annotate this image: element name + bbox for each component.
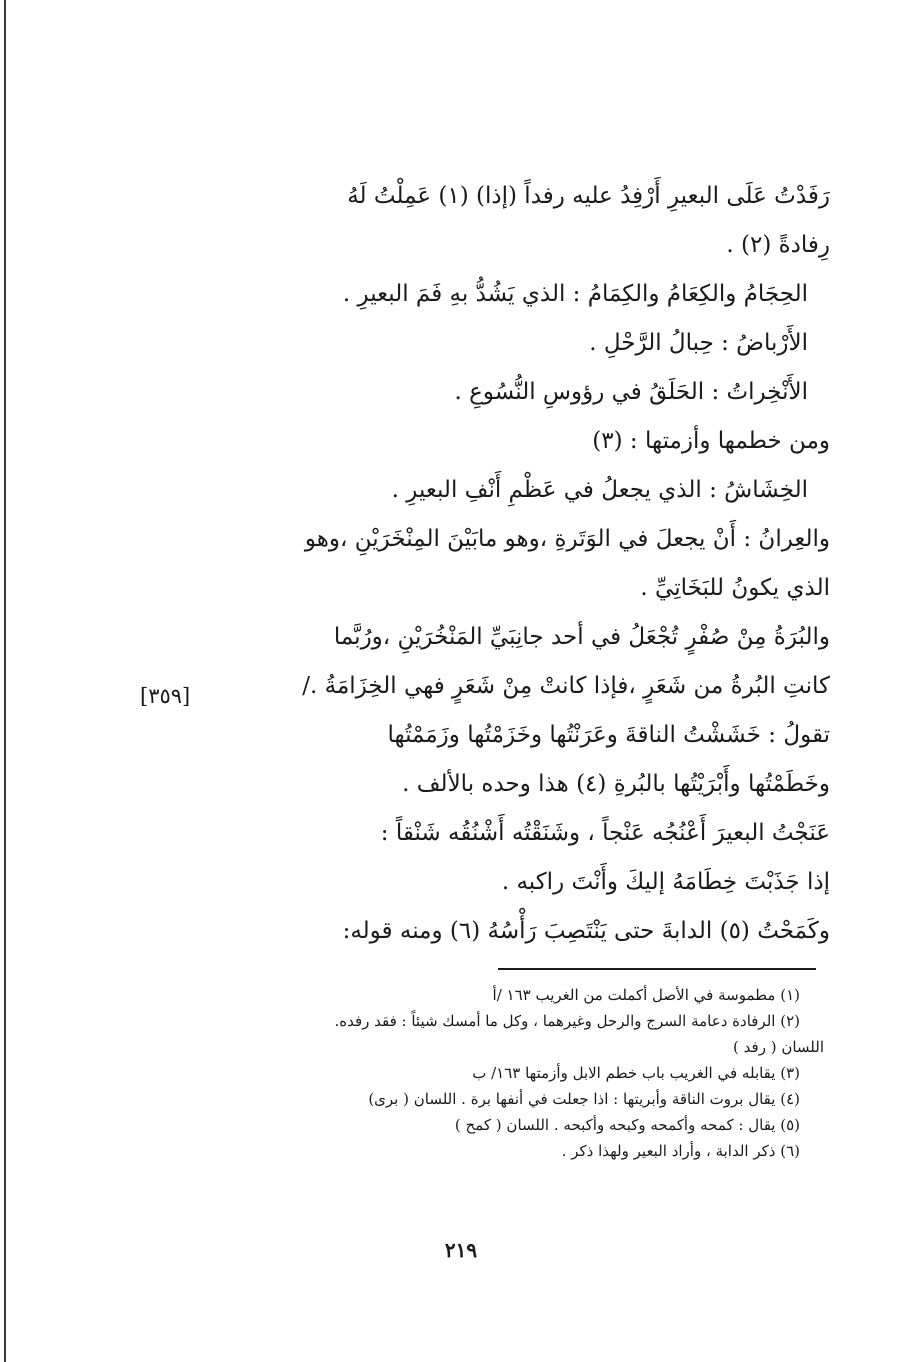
- text-line: وكَمَحْتُ (٥) الدابةَ حتى يَنْتَصِبَ رَأْسُهُ (٦) ومنه قوله:: [342, 918, 830, 944]
- footnote: (٦) ذكر الدابة ، وأراد البعير ولهذا ذكر .: [561, 1142, 800, 1160]
- text-line: الحِجَامُ والكِعَامُ والكِمَامُ : الذي يَشُدُّ بهِ فَمَ البعيرِ .: [342, 281, 808, 307]
- footnotes-block: [188, 985, 824, 1167]
- text-line: كانتِ البُرةُ من شَعَرٍ ،فإذا كانتْ مِنْ شَعَرٍ فهي الخِزَامَةُ ./: [302, 673, 830, 699]
- scan-edge-line: [4, 0, 6, 1362]
- footnote: (٢) الرفادة دعامة السرج والرحل وغيرهما ، وكل ما أمسك شيئاً : فقد رفده.: [334, 1012, 800, 1030]
- page-number: ٢١٩: [444, 1238, 478, 1262]
- text-line: والعِرانُ : أَنْ يجعلَ في الوَتَرةِ ،وهو مابَيْنَ المِنْخَرَيْنِ ،وهو: [304, 526, 830, 552]
- section-heading: ومن خطمها وأزمتها : (٣): [592, 428, 830, 454]
- footnote: (٥) يقال : كمحه وأكمحه وكبحه وأكبحه . اللسان ( كمح ): [454, 1116, 800, 1134]
- text-line: الأَنْخِراتُ : الحَلَقُ في رؤوسِ النُّسُوعِ .: [454, 379, 808, 405]
- text-line: رِفادةً (٢) .: [726, 232, 830, 258]
- text-line: الخِشَاشُ : الذي يجعلُ في عَظْمِ أَنْفِ البعيرِ .: [391, 477, 808, 503]
- main-text-block: [190, 182, 830, 966]
- footnote-divider: [498, 968, 816, 970]
- text-line: الذي يكونُ للبَخَاتِيِّ .: [640, 575, 830, 601]
- text-line: والبُرَةُ مِنْ صُفْرٍ تُجْعَلُ في أحد جانِبَيِّ المَنْخُرَيْنِ ،ورُبَّما: [333, 624, 830, 650]
- text-line: الأَرْباضُ : حِبالُ الرَّحْلِ .: [589, 330, 808, 356]
- text-line: رَفَدْتُ عَلَى البعيرِ أَرْفِدُ عليه رفداً (إذا) (١) عَمِلْتُ لَهُ: [347, 183, 830, 209]
- text-line: عَنَجْتُ البعيرَ أَعْنُجُه عَنْجاً ، وشَنَقْتُه أَشْنُقُه شَنْقاً :: [380, 820, 830, 846]
- text-line: وخَطَمْتُها وأَبْرَيْتُها بالبُرةِ (٤) هذا وحده بالألف .: [402, 771, 830, 797]
- footnote: (٤) يقال بروت الناقة وأبريتها : اذا جعلت في أنفها برة . اللسان ( برى): [368, 1090, 800, 1108]
- margin-page-reference: [٣٥٩]: [140, 684, 191, 708]
- footnote: (٣) يقابله في الغريب باب خطم الابل وأزمتها ١٦٣/ ب: [472, 1064, 800, 1082]
- text-line: إذا جَذَبْتَ خِطَامَهُ إليكَ وأَنْتَ راكبه .: [501, 869, 830, 895]
- footnote-continuation: اللسان ( رفد ): [733, 1038, 824, 1056]
- text-line: تقولُ : خَشَشْتُ الناقةَ وعَرَنْتُها وخَزَمْتُها وزَمَمْتُها: [387, 722, 830, 748]
- footnote: (١) مطموسة في الأصل أكملت من الغريب ١٦٣ /أ: [492, 986, 800, 1004]
